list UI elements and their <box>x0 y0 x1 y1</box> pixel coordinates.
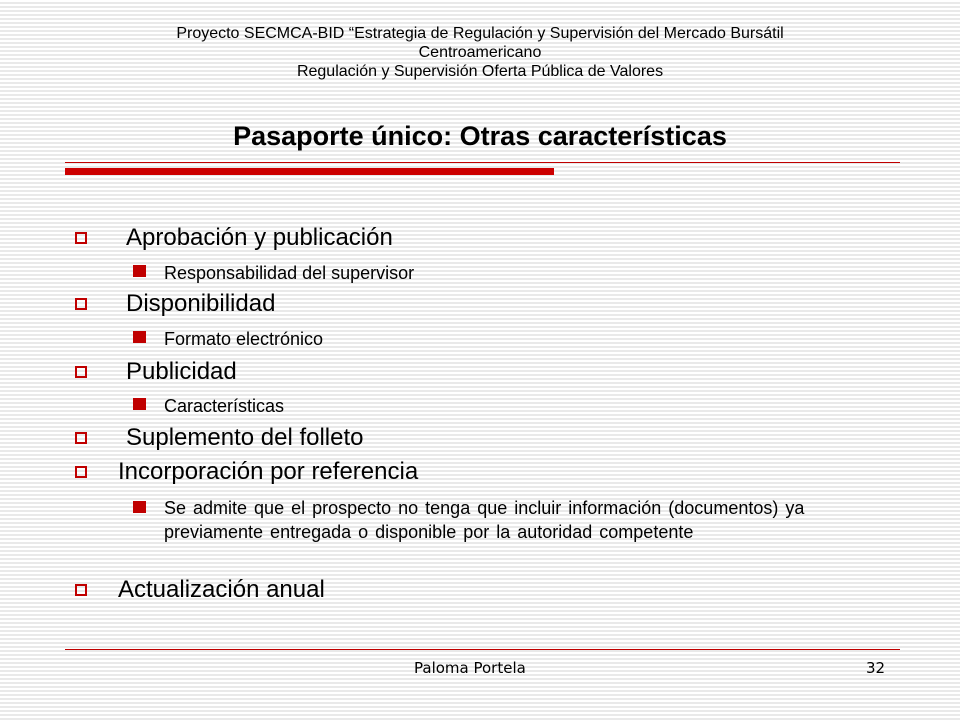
filled-square-bullet-icon <box>133 398 146 410</box>
sub-bullet-text: Responsabilidad del supervisor <box>164 263 415 283</box>
sub-bullet-text: Formato electrónico <box>164 329 324 349</box>
hollow-square-bullet-icon <box>75 432 87 444</box>
bullet-text: Actualización anual <box>118 576 325 603</box>
hollow-square-bullet-icon <box>75 584 87 596</box>
hollow-square-bullet-icon <box>75 366 87 378</box>
slide-title: Pasaporte único: Otras características <box>233 121 727 151</box>
footer-divider <box>65 649 900 650</box>
header-line-1: Proyecto SECMCA-BID “Estrategia de Regulación y Supervisión del Mercado Bursátil <box>176 25 784 42</box>
hollow-square-bullet-icon <box>75 298 87 310</box>
hollow-square-bullet-icon <box>75 466 87 478</box>
sub-bullet-text: Características <box>164 396 285 416</box>
sub-bullet-text: Se admite que el prospecto no tenga que incluir información (documentos) ya previamente entregada o disponible por la autoridad competente <box>164 498 805 542</box>
bullet-text: Incorporación por referencia <box>118 458 419 485</box>
header-line-3: Regulación y Supervisión Oferta Pública de Valores <box>296 63 664 80</box>
filled-square-bullet-icon <box>133 501 146 513</box>
footer-author: Paloma Portela <box>414 659 526 677</box>
bullet-text: Publicidad <box>126 358 237 385</box>
bullet-text: Disponibilidad <box>126 290 276 317</box>
header-line-2: Centroamericano <box>418 44 542 61</box>
bullet-text: Suplemento del folleto <box>126 424 364 451</box>
filled-square-bullet-icon <box>133 331 146 343</box>
bullet-text: Aprobación y publicación <box>126 224 393 251</box>
page-number: 32 <box>866 659 886 677</box>
hollow-square-bullet-icon <box>75 232 87 244</box>
filled-square-bullet-icon <box>133 265 146 277</box>
